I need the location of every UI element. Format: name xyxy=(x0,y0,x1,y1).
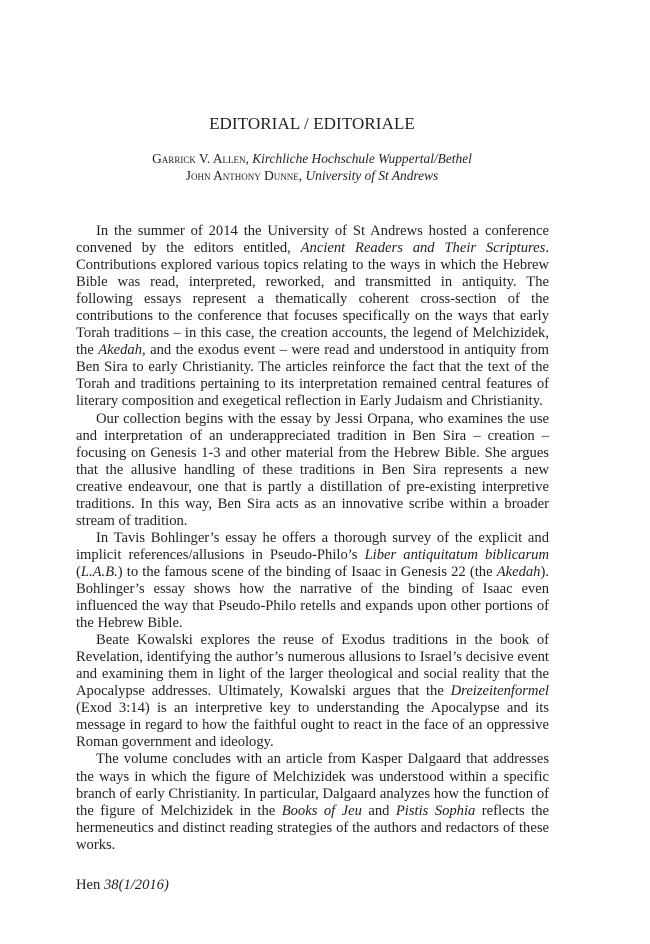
text-run: , and the exodus event – were read and understood in antiquity from Ben Sira to early Christianity. The articles reinforce the fact that the text of the Torah and traditions pertaining to its interpretation remained central features of literary composition and exegetical reflection in Early Judaism and Christianity. xyxy=(76,342,549,410)
italic-text: Ancient Readers and Their Scriptures xyxy=(300,240,546,257)
text-run: Beate Kowalski explores the reuse of Exodus traditions in the book of Revelation, identifying the author’s numerous allusions to Israel’s decisive event and examining them in light of the larger theological and social reality that the Apocalypse addresses. Ultimately, Kowalski argues that the xyxy=(76,632,549,700)
article-body xyxy=(76,223,549,854)
text-run: reflects the hermeneutics and distinct reading strategies of the authors and redactors of these works. xyxy=(76,802,549,853)
text-run: ). Bohlinger’s essay shows how the narrative of the binding of Isaac even influenced the way that Pseudo-Philo retells and expands upon other portions of the Hebrew Bible. xyxy=(76,563,549,632)
author-line: John Anthony Dunne, University of St Andrews xyxy=(185,168,439,183)
text-run: ) to the famous scene of the binding of Isaac in Genesis 22 (the xyxy=(117,563,497,580)
italic-text: Dreizeitenformel xyxy=(450,683,549,700)
italic-text: Akedah xyxy=(496,563,541,580)
italic-text: L.A.B. xyxy=(80,563,118,580)
text-run: (Exod 3:14) is an interpretive key to understanding the Apocalypse and its message in regard to how the faithful ought to react in the face of an oppressive Roman government and ideology. xyxy=(76,700,549,751)
body-paragraph xyxy=(76,223,549,411)
body-paragraph xyxy=(76,632,549,751)
journal-issue: 38(1/2016) xyxy=(103,877,169,893)
page-footer xyxy=(76,877,169,894)
italic-text: Liber antiquitatum biblicarum xyxy=(364,546,549,563)
author-name: John Anthony Dunne xyxy=(185,168,299,183)
author-name: Garrick V. Allen xyxy=(152,151,246,166)
italic-text: Pistis Sophia xyxy=(395,802,476,819)
author-block xyxy=(0,150,624,184)
text-run: Our collection begins with the essay by Jessi Orpana, who examines the use and interpretation of an underappreciated tradition in Ben Sira – creation – focusing on Genesis 1-3 and other material from the Hebrew Bible. She argues that the allusive handling of these traditions in Ben Sira represents a new creative endeavour, one that is partly a distillation of pre-existing interpretive traditions. In this way, Ben Sira acts as an innovative scribe within a broader stream of tradition. xyxy=(76,410,549,529)
italic-text: Akedah xyxy=(98,342,143,359)
text-run: The volume concludes with an article from Kasper Dalgaard that addresses the ways in which the figure of Melchizidek was understood within a specific branch of early Christianity. In particular, Dalgaard analyzes how the function of the figure of Melchizidek in the xyxy=(76,751,549,819)
text-run: In Tavis Bohlinger’s essay he offers a thorough survey of the explicit and implicit references/allusions in Pseudo-Philo’s xyxy=(76,529,549,563)
body-paragraph xyxy=(76,530,549,632)
author-affiliation: Kirchliche Hochschule Wuppertal/Bethel xyxy=(252,151,472,166)
journal-name: Hen xyxy=(76,877,101,893)
text-run: ( xyxy=(76,563,81,580)
body-paragraph xyxy=(76,411,549,530)
author-line: Garrick V. Allen, Kirchliche Hochschule Wuppertal/Bethel xyxy=(152,151,472,166)
article-title: EDITORIAL / EDITORIALE xyxy=(209,114,415,133)
author-affiliation: University of St Andrews xyxy=(305,168,439,183)
text-run: In the summer of 2014 the University of St Andrews hosted a conference convened by the editors entitled, xyxy=(76,223,549,257)
body-paragraph xyxy=(76,751,549,853)
italic-text: Books of Jeu xyxy=(281,802,362,819)
text-run: and xyxy=(361,802,396,819)
text-run: . Contributions explored various topics relating to the ways in which the Hebrew Bible was read, interpreted, reworked, and transmitted in antiquity. The following essays represent a thematically coherent cross-section of the contributions to the conference that focuses specifically on the ways that early Torah traditions – in this case, the creation accounts, the legend of Melchizidek, the xyxy=(76,240,549,359)
